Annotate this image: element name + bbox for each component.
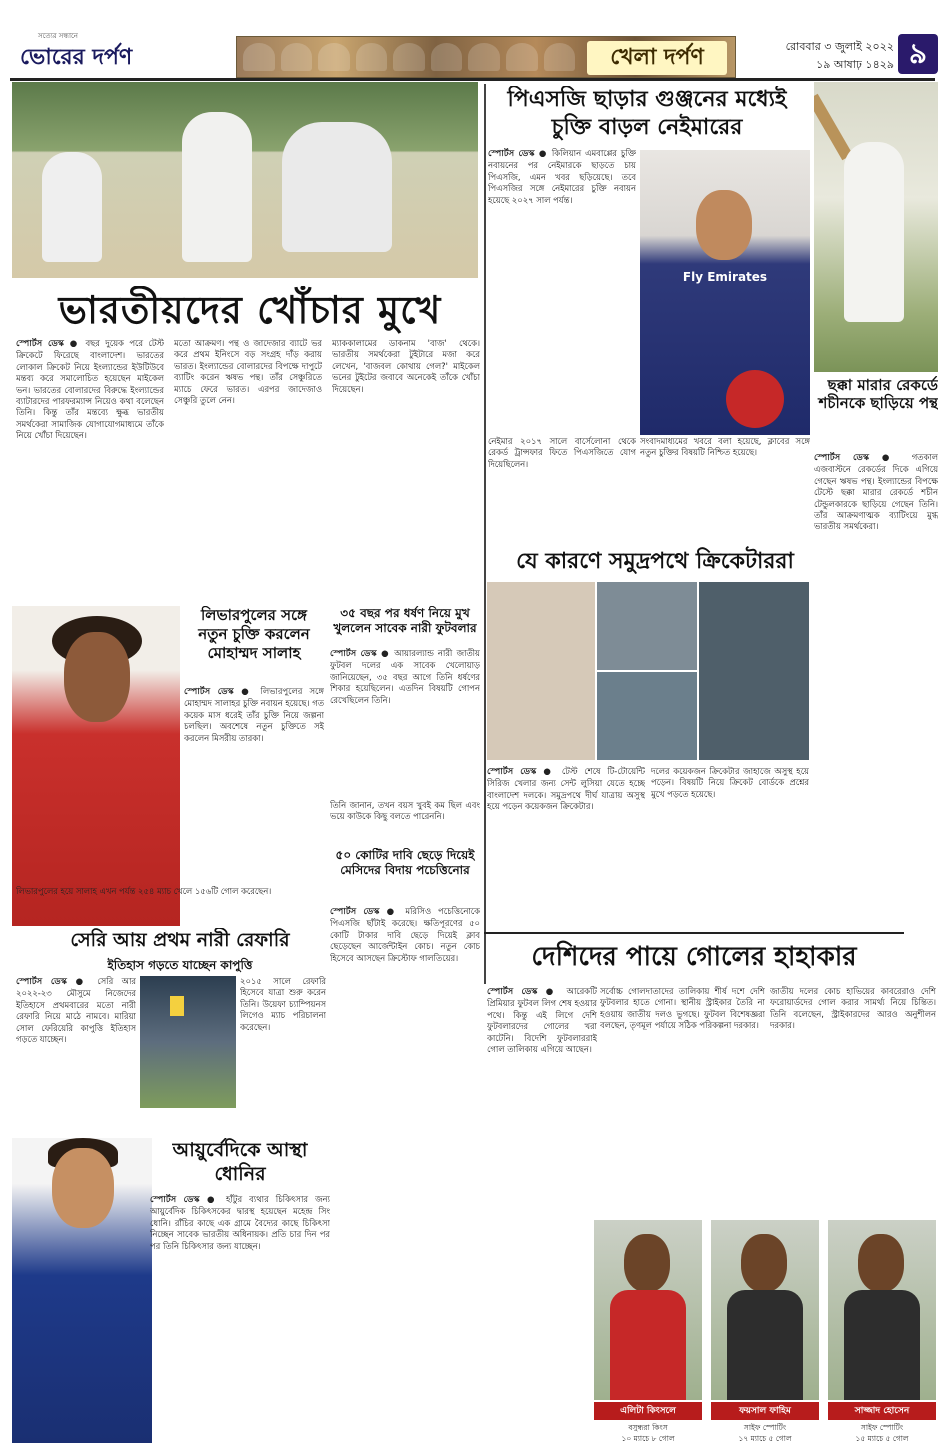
referee-text: সেরি আর ২০২২-২৩ মৌসুমে নিজেদের ইতিহাসে প্রথমবারের মতো নারী রেফারি নিয়ে মাঠে নামবে। মারিয়া সোল ফেরিয়েরি কাপুত্তি ইতিহাস গড়তে যাচ্ছেন। [16,976,136,1045]
referee-article-end: ২০১৫ সালে রেফারি হিসেবে যাত্রা শুরু করেন তিনি। উয়েফা চ্যাম্পিয়নস লিগেও ম্যাচ পরিচালনা করেছেন। [240,976,326,1032]
referee-subhead: ইতিহাস গড়তে যাচ্ছেন কাপুত্তি [107,958,253,972]
column-divider [484,84,486,984]
logo-text: ভোরের দর্পণ [20,44,133,68]
section-banner [236,36,736,78]
lead-column-2: মতো আক্রমণ। পন্থ ও জাদেজার ব্যাটে ভর করে প্রথম ইনিংসে বড় সংগ্রহ দাঁড় করায় ভারত। ইংল্যান্ডের বোলারদের বিপক্ষে দাপুটে ব্যাটিং করেন ঋষভ পন্থ। তাঁর সেঞ্চুরিতে ম্যাচে ফেরে ভারত। এরপর জাদেজাও সেঞ্চুরি তুলে নেন। [174,338,322,406]
player-photo-2 [711,1220,819,1400]
player-caption-1: বসুন্ধরা কিংস ১০ ম্যাচে ৮ গোল [621,1423,675,1443]
psg-col1-text: কিলিয়ান এমবাপ্পের চুক্তি নবায়নের পর নেইমারকে ছাড়তে চায় পিএসজি, এমন খবর ছড়িয়েছে। তবে পিএসজির সঙ্গে নেইমারের চুক্তি নবায়ন হয়েছে ২০২৭ সাল পর্যন্ত। [488,148,636,205]
psg-headline [488,86,806,146]
lead-headline: ভারতীয়দের খোঁচার মুখে [58,288,442,332]
referee-article [16,976,136,1136]
player-photo-3 [828,1220,936,1400]
liverpool-byline: স্পোর্টস ডেস্ক ● [184,687,254,697]
masthead-logo [20,30,150,68]
dhoni-photo [12,1138,152,1443]
women-text: আয়ারল্যান্ড নারী জাতীয় ফুটবল দলের এক সাবেক খেলোয়াড় জানিয়েছেন, ৩৫ বছর আগে তিনি ধর্ষণের শিকার হয়েছিলেন। এতদিন বিষয়টি গোপন রেখেছিলেন তিনি। [330,648,480,705]
psg-column-2: নেইমার ২০১৭ সালে বার্সেলোনা থেকে রেকর্ড ট্রান্সফার ফিতে পিএসজিতে যোগ দিয়েছিলেন। [488,436,636,469]
sea-byline: স্পোর্টস ডেস্ক ● [487,767,556,777]
messi-byline: স্পোর্টস ডেস্ক ● [330,907,399,917]
dhoni-byline: স্পোর্টস ডেস্ক ● [150,1195,219,1205]
salah-photo [12,606,180,926]
date-gregorian: রোববার ৩ জুলাই ২০২২ [785,40,894,53]
deshi-col1-text: আরেকটি প্রিমিয়ার ফুটবল লিগ শেষ হওয়ার পথে। কিন্তু এই লিগে দেশি ফুটবলারদের গোলের খরা কাটেনি। বিদেশি ফুটবলাররাই গোল তালিকায় এগিয়ে আছেন। [487,986,597,1055]
liverpool-text: লিভারপুলের সঙ্গে মোহাম্মদ সালাহর চুক্তি নবায়ন হয়েছে। গত কয়েক মাস ধরেই তাঁর চুক্তি নিয়ে জল্পনা চলছিল। অবশেষে নতুন চুক্তিতে সই করলেন মিসরীয় তারকা। [184,686,324,743]
masthead-rule [10,78,935,81]
deshi-byline: স্পোর্টস ডেস্ক ● [487,987,559,997]
dhoni-article [150,1194,330,1444]
masthead-tagline: সত্যের সন্ধানে [38,32,78,40]
deshi-column-1 [487,986,597,1442]
sea-photo-collage [487,582,809,762]
players-row [594,1220,936,1444]
neymar-jersey-sponsor: Fly Emirates [682,270,768,284]
banner-players-graphic [243,43,575,71]
six-headline: ছক্কা মারার রেকর্ডে শচীনকে ছাড়িয়ে পন্থ [818,376,938,412]
dhoni-headline: আয়ুর্বেদিকে আস্থা ধোনির [172,1139,308,1185]
liverpool-article-end: লিভারপুলের হয়ে সালাহ এখন পর্যন্ত ২৫৪ ম্যাচ খেলে ১৫৬টি গোল করেছেন। [16,886,272,896]
section-title: খেলা দর্পণ [587,41,727,75]
messi-text: মরিসিও পচেত্তিনোকে পিএসজি ছাঁটাই করেছে। ক্ষতিপূরণের ৫০ কোটি টাকার দাবি ছেড়ে দিয়েই ক্লাব ছেড়েছেন আর্জেন্টাইন কোচ। নতুন কোচ হিসেবে আসছেন ক্রিস্টোফ গালতিয়ের। [330,906,480,963]
sea-col1-text: টেস্ট শেষে টি-টোয়েন্টি সিরিজ খেলার জন্য সেন্ট লুসিয়া যেতে হচ্ছে বাংলাদেশ দলকে। সমুদ্রপথে দীর্ঘ যাত্রায় অসুস্থ হয়ে পড়েন কয়েকজন ক্রিকেটার। [487,766,645,812]
psg-column-3: সংবাদমাধ্যমের খবরে বলা হয়েছে, ক্লাবের সঙ্গে নতুন চুক্তির বিষয়টি নিশ্চিত হয়েছে। [640,436,810,458]
referee-photo [140,976,236,1108]
lead-col1-text: বছর দুয়েক পরে টেস্ট ক্রিকেটে ফিরেছে বাংলাদেশ। ভারতের লোকাল ক্রিকেট নিয়ে ইংল্যান্ডের ইউটিউবে মন্তব্য করে সমালোচিত হয়েছেন মাইকেল ভন। ভারতের বোলারদের বিরুদ্ধে ইংল্যান্ডের ব্যাটারদের পারফরম্যান্স নিয়েও কথা বলেছেন তিনি। কিন্তু তাঁর মন্তব্যে ক্ষুব্ধ ভারতীয় সমর্থকেরা সামাজিক যোগাযোগমাধ্যমে তাঁকে নিয়ে খোঁচা দিয়েছেন। [16,338,164,441]
sea-column-1 [487,766,645,952]
deshi-column-3: জাতীয় দলের কোচ হাভিয়ের কাবরেরাও দেশি ফরোয়ার্ডদের গোল করার সামর্থ্য নিয়ে চিন্তিত। তিনি বলেছেন, স্ট্রাইকারদের আরও অনুশীলন দরকার। [770,986,936,1031]
six-byline: স্পোর্টস ডেস্ক ● [814,453,900,463]
player-caption-3: সাইফ স্পোর্টিং ১৫ ম্যাচে ৫ গোল [855,1423,909,1443]
referee-byline: স্পোর্টস ডেস্ক ● [16,977,89,987]
psg-column-1 [488,148,636,438]
neymar-photo [640,150,810,435]
dhoni-text: হাঁটুর ব্যথার চিকিৎসার জন্য আয়ুর্বেদিক চিকিৎসকের দ্বারস্থ হয়েছেন মহেন্দ্র সিং ধোনি। রাঁচির কাছে এক গ্রামে বৈদ্যের কাছে চিকিৎসা নিচ্ছেন সাবেক ভারতীয় অধিনায়ক। প্রতি চার দিন পর পর তিনি চিকিৎসার জন্য যাচ্ছেন। [150,1194,330,1251]
messi-headline: ৫০ কোটির দাবি ছেড়ে দিয়েই মেসিদের বিদায় পচেত্তিনোর [335,848,475,877]
six-article [814,452,938,982]
lead-column-3: ম্যাককালামের ডাকনাম 'বাজ' থেকে। ভারতীয় সমর্থকেরা টুইটারে মজা করে লেখেন, 'বাজবল কোথায় গেল?' মাইকেল ভনের টুইটের জবাবে অনেকেই তাঁকে খোঁচা দিয়েছেন। [332,338,480,394]
player-name-2: ফয়সাল ফাহিম [711,1402,819,1420]
psg-headline-line1: পিএসজি ছাড়ার গুঞ্জনের মধ্যেই [507,87,787,112]
deshi-headline: দেশিদের পায়ে গোলের হাহাকার [484,932,904,982]
date-bengali: ১৯ আষাঢ় ১৪২৯ [816,58,894,71]
women-byline: স্পোর্টস ডেস্ক ● [330,649,391,659]
psg-headline-line2: চুক্তি বাড়ল নেইমারের [551,115,743,140]
lead-column-1 [16,338,164,602]
page-number: ৯ [898,34,938,74]
women-headline: ৩৫ বছর পর ধর্ষণ নিয়ে মুখ খুললেন সাবেক নারী ফুটবলার [333,606,477,635]
messi-article [330,906,480,1226]
player-caption-2: সাইফ স্পোর্টিং ১৭ ম্যাচে ৫ গোল [738,1423,792,1443]
pant-photo [814,82,938,372]
deshi-column-2: সর্বোচ্চ গোলদাতাদের তালিকায় শীর্ষ দশে দেশি ফুটবলার হাতে গোনা। স্থানীয় স্ট্রাইকার তৈরি না হওয়ায় জাতীয় দলও ভুগছে। ফুটবল বিশেষজ্ঞরা বলছেন, তৃণমূল পর্যায়ে সঠিক পরিকল্পনা দরকার। [600,986,765,1031]
cricket-photo [12,82,478,278]
player-name-1: এলিটা কিংসলে [594,1402,702,1420]
sea-headline: যে কারণে সমুদ্রপথে ক্রিকেটাররা [516,549,794,574]
player-name-3: সাজ্জাদ হোসেন [828,1402,936,1420]
dateline [774,38,894,78]
liverpool-headline: লিভারপুলের সঙ্গে নতুন চুক্তি করলেন মোহাম্মদ সালাহ [198,606,310,662]
sea-column-2: দলের কয়েকজন ক্রিকেটার জাহাজে অসুস্থ হয়ে পড়েন। বিষয়টি নিয়ে ক্রিকেট বোর্ডকে প্রশ্নের মুখে পড়তে হয়েছে। [651,766,809,799]
six-text: গতকাল এজবাস্টনে রেকর্ডের দিকে এগিয়ে গেছেন ঋষভ পন্থ। ইংল্যান্ডের বিপক্ষে টেস্টে ছক্কা মারার রেকর্ডে শচীন টেন্ডুলকারকে ছাড়িয়ে গেছেন তিনি। তাঁর আক্রমণাত্মক ব্যাটিংয়ে মুগ্ধ ভারতীয় সমর্থকেরা। [814,452,938,532]
referee-headline: সেরি আয় প্রথম নারী রেফারি [70,929,290,951]
lead-byline: স্পোর্টস ডেস্ক ● [16,339,81,349]
player-photo-1 [594,1220,702,1400]
psg-byline: স্পোর্টস ডেস্ক ● [488,149,548,159]
women-article-end: তিনি জানান, তখন বয়স খুবই কম ছিল এবং ভয়ে কাউকে কিছু বলতে পারেননি। [330,800,480,822]
women-article [330,648,480,796]
